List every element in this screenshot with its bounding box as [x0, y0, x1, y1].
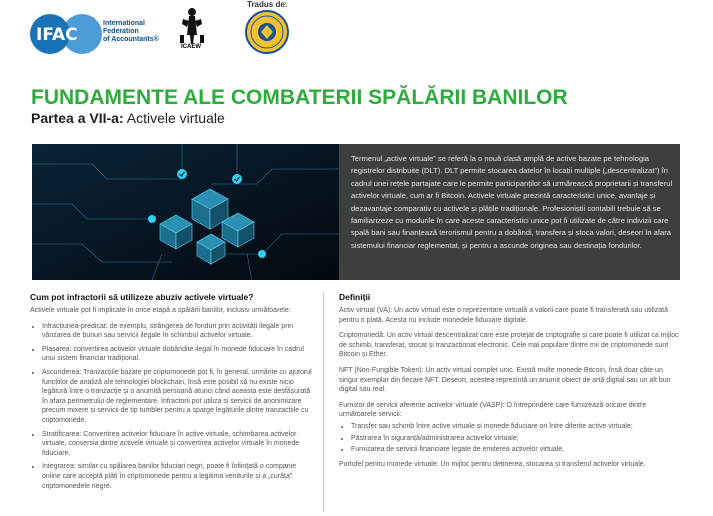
- ceccar-seal-icon: [245, 10, 289, 54]
- page-title: FUNDAMENTE ALE COMBATERII SPĂLĂRII BANILOR: [31, 86, 568, 109]
- misuse-lead: Activele virtuale pot fi implicate în orice etapă a spălării banilor, inclusiv următoarele:: [30, 307, 291, 314]
- definition-nft: NFT (Non-Fungible Token): Un activ virtual complet unic. Există multe monede Bitcoin, însă doar câte un singur exemplar din fiecare NFT. Deseori, acestea reprezintă un anumit obiect de artă digital sau un alt bun digital sau real.: [339, 366, 671, 394]
- ifac-logo-text: IFAC: [36, 25, 78, 45]
- list-item: • Infracțiunea-predicat: de exemplu, strângerea de fonduri prin activități ilegale prin vânzarea de bunuri sau servicii ilegale în schimbul activelor virtuale.: [42, 322, 315, 341]
- list-item: • Ascunderea: Tranzacțiile bazate pe criptomonede pot fi, în general, urmărite cu ajutorul funcțiilor de analiză ale tehnologiei blockchain, însă este posibil să nu existe nicio legătură între o tranzacție și o anumită persoană atunci când aceasta este desfășurată în afara perimetrului de reglementare. Infractorii pot utiliza și servicii de anonimizare precum mixere și servicii de tip tumbler pentru a sparge legăturile dintre tranzacțiile cu criptomonede.: [42, 368, 315, 426]
- misuse-heading: Cum pot infractorii să utilizeze abuziv activele virtuale?: [30, 292, 254, 302]
- vasp-services-list: [339, 422, 679, 455]
- list-item: • Furnizarea de servicii financiare legate de emiterea activelor virtuale.: [351, 445, 679, 455]
- list-item: • Integrarea: similar cu spălarea banilor fiduciari negri, poate fi înființată o companie online care acceptă plăți în criptomonede pentru a legitima veniturile și a „curăța” criptomonedele negre.: [42, 462, 315, 491]
- intro-text: Termenul „active virtuale” se referă la o nouă clasă amplă de active bazate pe tehnologia registrelor distribuite (DLT). DLT permite stocarea datelor în locații multiple („descentralizat”) în cadrul unei rețele partajate care le permite participanților să urmărească proprietarii și transferul activelor virtuale, cum ar fi Bitcoin. Activele virtuale prezintă caracteristici unice, avantaje și dezavantaje comparativ cu activele și plățile tradiționale. Profesioniștii contabili trebuie să se familiarizeze cu modurile în care aceste caracteristici unice pot fi utilizate de către indivizii care spală bani sau finanțează terorismul pentru a dobândi, transfera și stoca valori, deseori în afara sistemului financiar reglementat, și pentru a ascunde originea sau destinația fondurilor.: [351, 154, 673, 250]
- misuse-section: [30, 292, 315, 495]
- definition-vasp: Furnizor de servicii aferente activelor virtuale (VASP): O întreprindere care furnizează oricare dintre următoarele servicii:: [339, 401, 647, 419]
- ifac-full-name: International Federation of Accountants®: [103, 20, 159, 43]
- definitions-section: [339, 292, 679, 475]
- icaew-label: ICAEW: [181, 44, 201, 50]
- definition-va: Activ virtual (VA): Un activ virtual este o reprezentare virtuală a valorii care poate fi transferată sau utilizată pentru o plată. Acesta nu include monedele fiduciare digitale.: [339, 307, 669, 324]
- page-subtitle: Partea a VII-a: Activele virtuale: [31, 110, 225, 126]
- column-divider: [323, 292, 324, 512]
- list-item: • Transfer sau schimb între active virtuale și monede fiduciare ori între diferite active virtuale;: [351, 422, 679, 432]
- blockchain-illustration: [32, 144, 339, 280]
- list-item: • Păstrarea în siguranță/administrarea activelor virtuale;: [351, 434, 679, 444]
- definition-wallet: Portofel pentru monede virtuale: Un mijloc pentru deținerea, stocarea și transferul activelor virtuale.: [339, 460, 646, 468]
- misuse-list: [30, 322, 315, 492]
- list-item: • Plasarea: convertirea activelor virtuale dobândite ilegal în monede fiduciare în cadrul unui sistem financiar tradițional.: [42, 345, 315, 364]
- translated-by-label: Tradus de:: [247, 0, 288, 9]
- list-item: • Stratificarea: Convertirea activelor fiduciare în active virtuale, schimbarea activelor virtuale, conversia dintre activele virtuale și convertirea activelor virtuale în monede fiduciare.: [42, 430, 315, 459]
- definition-crypto: Criptomonedă: Un activ virtual descentralizat care este protejat de criptografie și care poate fi utilizat ca mijloc de schimb, transferat, stocat și tranzacționat electronic. Cele mai populare dintre mii de criptomonede sunt Bitcoin și Ether.: [339, 332, 679, 359]
- definitions-heading: Definiții: [339, 292, 371, 302]
